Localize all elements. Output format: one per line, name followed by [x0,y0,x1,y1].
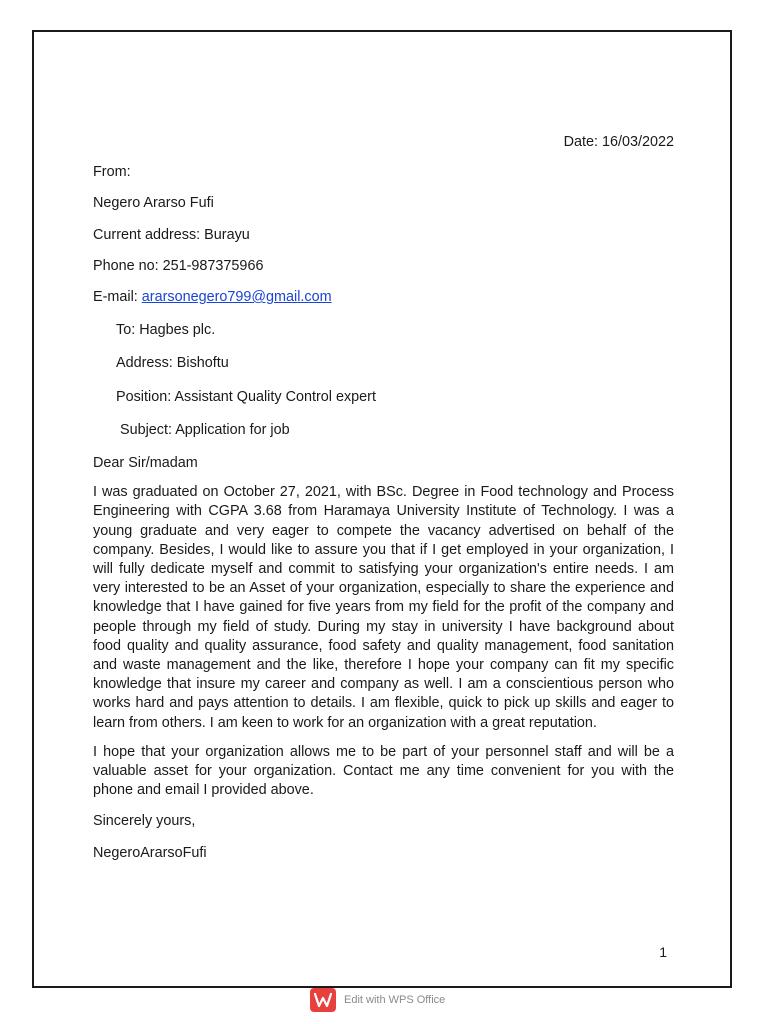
subject-value: Application for job [172,421,290,438]
phone-number: Phone no: 251-987375966 [93,257,264,274]
body1-text-b: with CGPA [169,503,254,520]
to-line: To: Hagbes plc. [116,322,216,339]
body-paragraph-1 [93,483,674,733]
sender-name: Negero Ararso Fufi [93,195,214,212]
current-address: Current address: Burayu [93,226,250,243]
wps-watermark[interactable] [310,987,445,1013]
body1-text-c: from Haramaya University Institute of Technology. I was a young graduate and very eager to compete the vacancy advertised on behalf of the company. Besides, I would like to assure you that if I get employed in your organization, I will fully dedicate myself and commit to satisfying your organization's entire needs. I am very interested to be an Asset of your organization, especially to share the experience and knowledge that I have gained for five years from my field for the profit of the company and people through my field of study. During my stay in university I have background about food quality and quality assurance, food safety and quality management, food sanitation and waste management and the like, therefore I hope your company can fit my specific knowledge that insure my career and company as well. I am a conscientious person who works hard and pays attention to details. I am flexible, quick to pick up skills and eager to learn from others. I am keen to work for an organization with a great reputation. [93,503,674,731]
document-page [32,30,732,988]
body1-text-a: I was graduated on October 27, 2021, with BSc. Degree in [93,484,481,501]
position-line [93,388,674,407]
position-label: Position: [116,388,172,405]
email-line [93,288,674,307]
page-number: 1 [659,944,667,960]
letter-date: Date: 16/03/2022 [563,134,674,150]
from-label: From: [93,164,131,181]
body-paragraph-2: I hope that your organization allows me to be part of your personnel staff and will be a valuable asset for your organization. Contact me any time convenient for you with the phone and email I provided above. [93,743,674,799]
wps-edit-label: Edit with WPS Office [344,994,446,1006]
degree-name: Food technology and Process Engineering [93,484,674,520]
wps-office-icon [310,988,336,1012]
subject-label: Subject: [120,421,172,438]
letter-content [93,133,674,863]
closing: Sincerely yours, [93,813,196,830]
subject-line [93,421,674,440]
cgpa-value: 3.68 [253,503,282,520]
salutation: Dear Sir/madam [93,455,198,472]
email-link[interactable]: ararsonegero799@gmail.com [141,289,332,306]
email-label: E-mail: [93,289,138,306]
position-value: Assistant Quality Control expert [171,388,376,405]
signature: NegeroArarsoFufi [93,844,207,861]
address-line: Address: Bishoftu [116,355,229,372]
